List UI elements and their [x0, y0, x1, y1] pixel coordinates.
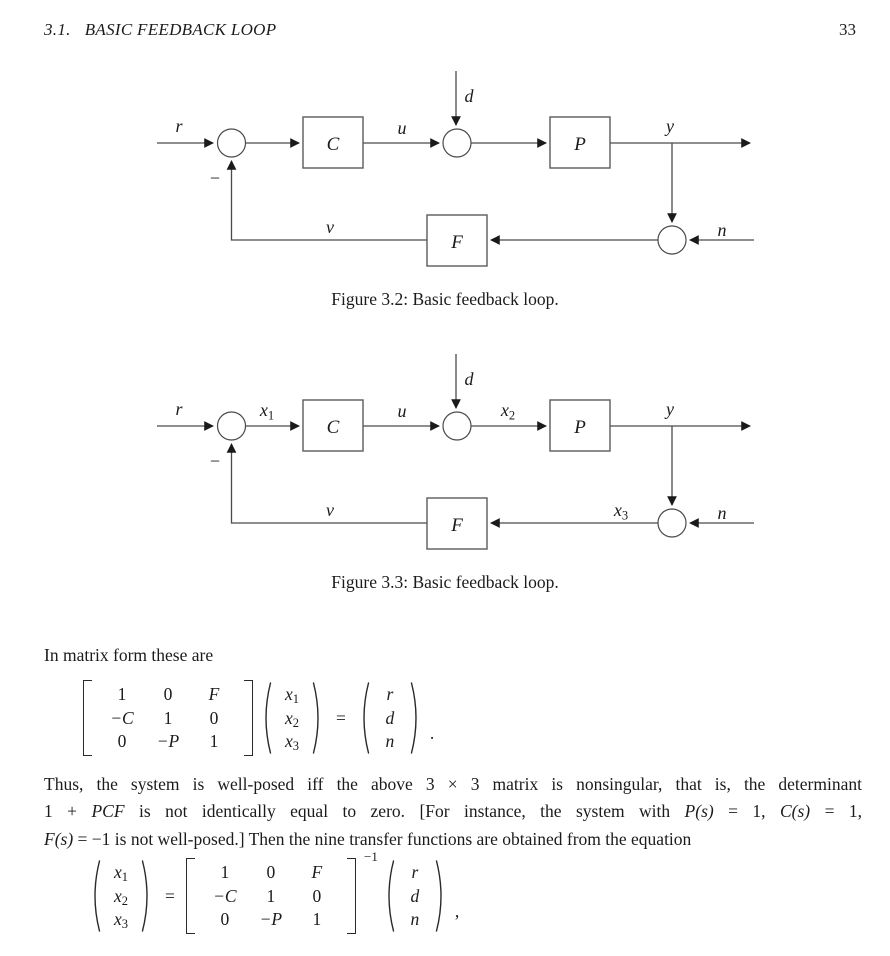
matrix-cell: 1 [220, 862, 230, 882]
signal-r-label: r [175, 116, 183, 136]
signal-v-label: v [326, 500, 334, 520]
state-x2-label [500, 400, 515, 423]
x3-base: x [284, 731, 293, 751]
matrix-cell: 0 [266, 862, 276, 882]
vector-entry [285, 731, 299, 752]
sensor-label: F [451, 515, 463, 536]
right-paren [409, 681, 423, 755]
text-run: 1 + [44, 801, 92, 822]
x3-subscript: 3 [621, 508, 629, 523]
x2-subscript: 2 [292, 715, 300, 730]
equals-sign: = [336, 707, 346, 728]
signal-d-label: d [464, 369, 474, 389]
x3-subscript: 3 [292, 739, 300, 753]
matrix-cell: 0 [312, 885, 322, 906]
x2-base: x [113, 885, 122, 906]
matrix-cell: 1 [312, 909, 322, 929]
system-matrix [195, 861, 347, 932]
matrix-cell: 0 [220, 909, 230, 929]
figure-3-3-diagram [157, 354, 754, 549]
math-run: P(s) [684, 801, 714, 822]
minus-sign: − [209, 168, 221, 188]
vector-entry [285, 684, 299, 705]
x1-base: x [259, 400, 268, 420]
trailing-punctuation: , [454, 901, 460, 921]
matrix-cell: 1 [209, 731, 219, 751]
x1-subscript: 1 [121, 870, 129, 884]
body-paragraph [44, 771, 862, 853]
matrix-cell: −P [156, 731, 180, 751]
x3-base: x [113, 909, 122, 929]
x3-base: x [613, 500, 622, 520]
right-paren [434, 859, 448, 933]
vector-entry: n [385, 731, 395, 751]
vector-entry: n [410, 909, 420, 929]
paragraph-line-1: Thus, the system is well-posed iff the above 3 × 3 matrix is nonsingular, that is, the determinant [44, 774, 862, 794]
intro-text: In matrix form these are [44, 645, 214, 665]
summing-junction-noise [658, 226, 686, 254]
matrix-cell: −P [259, 909, 283, 929]
signal-n-label: n [717, 503, 727, 523]
text-run: = 1, [810, 801, 862, 822]
signal-y-label: y [666, 116, 674, 136]
matrix-cell: 0 [163, 684, 173, 704]
vector-entry: r [386, 684, 394, 704]
signal-n-label: n [717, 220, 727, 240]
left-square-bracket [186, 858, 195, 934]
system-matrix [92, 683, 244, 754]
vector-entry: d [410, 885, 420, 906]
vector-entry [285, 708, 299, 729]
left-paren [259, 681, 273, 755]
x1-base: x [284, 684, 293, 704]
vector-entry: d [385, 707, 395, 728]
input-vector [371, 683, 409, 754]
x1-subscript: 1 [292, 692, 300, 706]
signal-d-label: d [464, 86, 474, 106]
x2-subscript: 2 [508, 408, 516, 423]
text-run: = 1, [713, 801, 780, 822]
vector-entry [114, 862, 128, 883]
signal-u-label: u [397, 118, 407, 138]
text-run: is not identically equal to zero. [For instance, the system with [124, 801, 685, 822]
matrix-cell: 0 [117, 731, 127, 751]
signal-v-label: v [326, 217, 334, 237]
matrix-cell: −C [213, 885, 237, 906]
x1-base: x [113, 862, 122, 882]
left-paren [88, 859, 102, 933]
state-vector [273, 683, 311, 754]
figure-3-3-caption: Figure 3.3: Basic feedback loop. [331, 572, 559, 592]
right-paren [140, 859, 154, 933]
state-x1-label [259, 400, 274, 423]
summing-junction-input [218, 129, 246, 157]
figure-3-2-caption: Figure 3.2: Basic feedback loop. [331, 289, 559, 309]
plant-label: P [574, 417, 586, 438]
left-paren [357, 681, 371, 755]
section-number: 3.1. [44, 20, 71, 39]
page-number: 33 [839, 20, 856, 39]
sensor-label: F [451, 232, 463, 253]
summing-junction-disturbance [443, 412, 471, 440]
section-title: BASIC FEEDBACK LOOP [84, 20, 277, 39]
signal-u-label: u [397, 401, 407, 421]
x2-subscript: 2 [121, 893, 129, 908]
x1-subscript: 1 [267, 408, 275, 423]
controller-label: C [326, 134, 340, 155]
matrix-cell: −C [110, 707, 134, 728]
trailing-punctuation: . [429, 723, 435, 743]
signal-r-label: r [175, 399, 183, 419]
math-run: F(s) [44, 828, 74, 849]
left-paren [382, 859, 396, 933]
vector-entry [114, 909, 128, 930]
equals-sign: = [165, 885, 175, 906]
text-run: = −1 is not well-posed.] Then the nine transfer functions are obtained from the equation [73, 828, 692, 849]
signal-y-label: y [666, 399, 674, 419]
right-square-bracket [244, 680, 253, 756]
paragraph-line-2 [44, 798, 862, 825]
input-vector [396, 861, 434, 932]
right-paren [311, 681, 325, 755]
left-square-bracket [83, 680, 92, 756]
inverse-bracket-group [347, 849, 378, 934]
matrix-cell: 1 [266, 885, 276, 906]
matrix-cell: F [208, 684, 220, 704]
summing-junction-noise [658, 509, 686, 537]
inverse-exponent: −1 [364, 849, 378, 864]
summing-junction-input [218, 412, 246, 440]
matrix-cell: F [311, 862, 323, 882]
right-square-bracket [347, 858, 356, 934]
vector-entry [114, 886, 128, 907]
plant-label: P [574, 134, 586, 155]
x3-subscript: 3 [121, 917, 129, 931]
math-run: C(s) [780, 801, 811, 822]
summing-junction-disturbance [443, 129, 471, 157]
x2-base: x [500, 400, 509, 420]
vector-entry: r [411, 862, 419, 882]
controller-label: C [326, 417, 340, 438]
state-vector [102, 861, 140, 932]
minus-sign: − [209, 451, 221, 471]
matrix-equation-2 [88, 849, 460, 935]
matrix-equation-1 [83, 679, 434, 757]
state-x3-label [613, 500, 628, 523]
paragraph-line-3 [44, 826, 862, 853]
math-run: PCF [91, 801, 125, 822]
matrix-cell: 1 [117, 684, 127, 704]
matrix-cell: 1 [163, 707, 173, 728]
x2-base: x [284, 707, 293, 728]
matrix-cell: 0 [209, 707, 219, 728]
figure-3-2-diagram [157, 71, 754, 266]
